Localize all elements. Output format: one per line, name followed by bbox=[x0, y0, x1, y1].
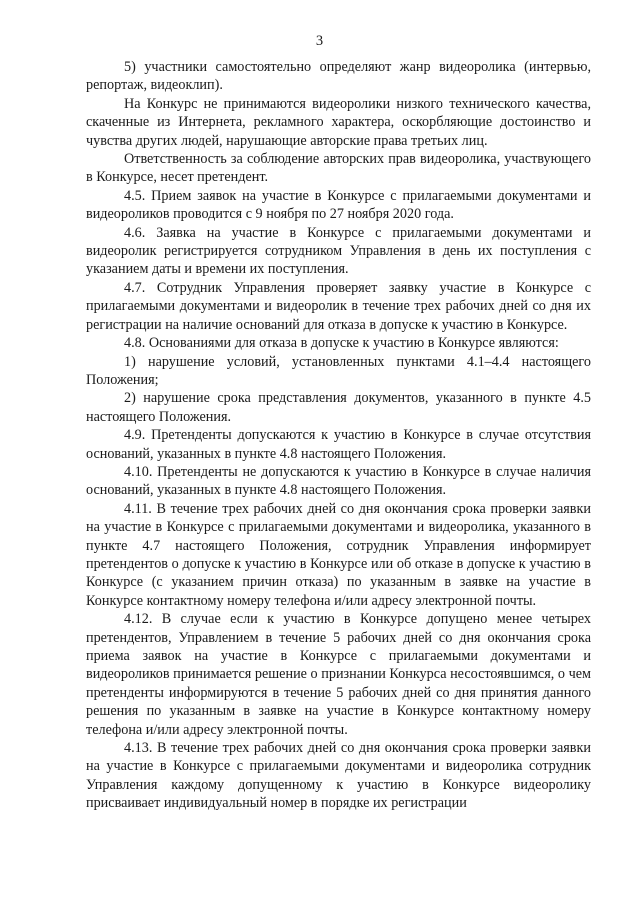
paragraph-4-7: 4.7. Сотрудник Управления проверяет заявку участие в Конкурсе с прилагаемыми документами и видеоролик в течение трех рабочих дней со дня их регистрации на наличие оснований для отказа в допуске к участию в Конкурсе. bbox=[86, 279, 591, 333]
paragraph-copyright-responsibility: Ответственность за соблюдение авторских прав видеоролика, участвующего в Конкурсе, несет претендент. bbox=[86, 151, 591, 186]
paragraph-4-8-item-2: 2) нарушение срока представления документов, указанного в пункте 4.5 настоящего Положения. bbox=[86, 390, 591, 425]
paragraph-4-8: 4.8. Основаниями для отказа в допуске к участию в Конкурсе являются: bbox=[124, 335, 559, 352]
paragraph-4-6: 4.6. Заявка на участие в Конкурсе с прилагаемыми документами и видеоролик регистрируется сотрудником Управления в день их поступления с указанием даты и времени их поступления. bbox=[86, 224, 591, 278]
paragraph-genre: 5) участники самостоятельно определяют жанр видеоролика (интервью, репортаж, видеоклип). bbox=[86, 59, 591, 94]
paragraph-4-12: 4.12. В случае если к участию в Конкурсе допущено менее четырех претендентов, Управлением в течение 5 рабочих дней со дня окончания срока приема заявок на участие в Конкурсе с прилагаемыми документами и видеороликов принимается решение о признании Конкурса несостоявшимся, о чем претенденты информируются в течение 5 рабочих дней со дня принятия данного решения по указанным в заявке на участие в Конкурсе контактному номеру телефона и/или адресу электронной почты. bbox=[86, 611, 591, 738]
paragraph-not-accepted: На Конкурс не принимаются видеоролики низкого технического качества, скаченные из Интернета, рекламного характера, оскорбляющие достоинство и чувства других людей, нарушающие авторские права третьих лиц. bbox=[86, 95, 591, 149]
document-body bbox=[86, 58, 591, 813]
paragraph-4-10: 4.10. Претенденты не допускаются к участию в Конкурсе в случае наличия оснований, указанных в пункте 4.8 настоящего Положения. bbox=[86, 463, 591, 499]
page-number: 3 bbox=[315, 33, 324, 49]
paragraph-4-9: 4.9. Претенденты допускаются к участию в Конкурсе в случае отсутствия оснований, указанных в пункте 4.8 настоящего Положения. bbox=[86, 427, 591, 462]
paragraph-4-8-item-1: 1) нарушение условий, установленных пунктами 4.1–4.4 настоящего Положения; bbox=[86, 353, 591, 388]
paragraph-4-13: 4.13. В течение трех рабочих дней со дня окончания срока проверки заявки на участие в Конкурсе с прилагаемыми документами и видеоролика сотрудник Управления каждому допущенному к участию в Конкурсе видеоролику присваивает индивидуальный номер в порядке их регистрации bbox=[86, 740, 591, 812]
paragraph-4-11: 4.11. В течение трех рабочих дней со дня окончания срока проверки заявки на участие в Конкурсе с прилагаемыми документами и видеоролика, указанного в пункте 4.7 настоящего Положения, сотрудник Управления информирует претендентов о допуске к участию в Конкурсе или об отказе в допуске к участию в Конкурсе (с указанием причин отказа) по указанным в заявке на участие в Конкурсе контактному номеру телефона и/или адресу электронной почты. bbox=[86, 500, 591, 609]
paragraph-4-5: 4.5. Прием заявок на участие в Конкурсе с прилагаемыми документами и видеороликов проводится с 9 ноября по 27 ноября 2020 года. bbox=[86, 187, 591, 223]
